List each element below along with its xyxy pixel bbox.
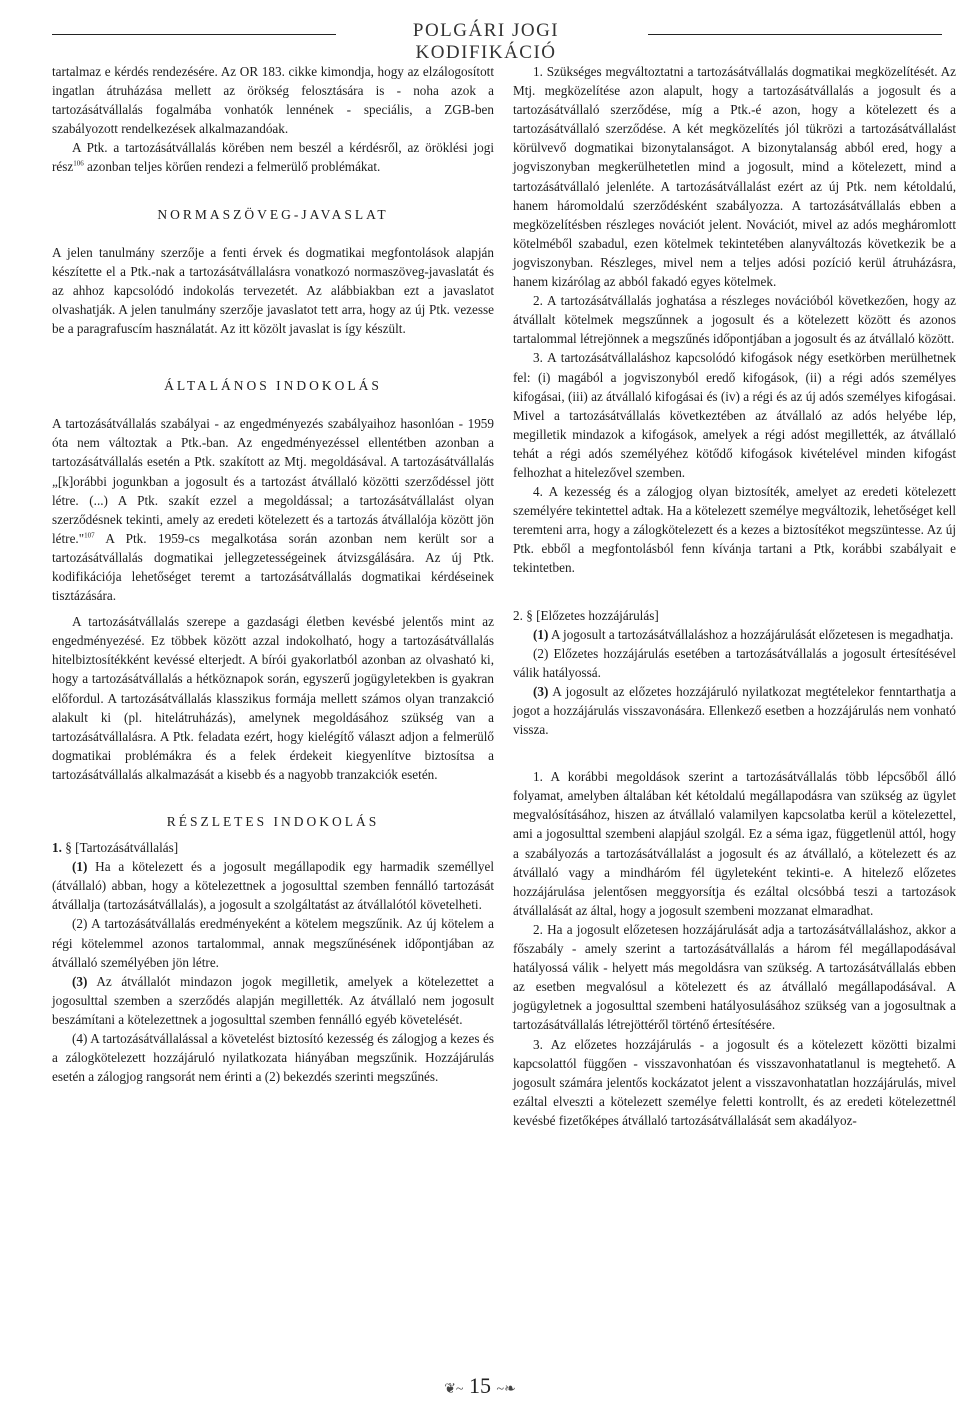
header-title: POLGÁRI JOGI KODIFIKÁCIÓ xyxy=(412,20,560,63)
provision: (3) Az átvállalót mindazon jogok megilletik, amelyek a kötelezettet a jogosulttal szemben a szerződés alapján megillették. Az átvállaló nem jogosult beszámítani a kötelezettnek a jogosulttal szemben fennálló egyéb követelését. xyxy=(52,973,494,1027)
paragraph: 4. A kezesség és a zálogjog olyan biztosíték, amelyet az eredeti kötelezett személyére tekintettel adtak. Ha a kötelezett személye megváltozik, lehetőséget kell teremteni arra, hogy a zálogkötelezett és a kezes a biztosítékot megszüntesse. Az új Ptk. ebből a megfontolásból fenn kívánja tartani a Ptk, korábbi szabályait e tekintetben. xyxy=(513,484,956,576)
header-rule-right xyxy=(648,34,942,35)
section-title: 1. § [Tartozásátvállalás] xyxy=(52,840,179,856)
paragraph: A tartozásátvállalás szabályai - az engedményezés szabályaihoz hasonlóan - 1959 óta nem változtak a Ptk.-ban. Az engedményezéssel ellentétben azonban a tartozásátvállalás esetén a Ptk. szakított az Mtj. megoldásával. A tartozásátvállalás „[k]orábbi jogunkban a jogosult és a tartozást átvállaló közötti szerződéssel jött létre. (...) A Ptk. szakít ezzel a megoldással; a tartozásátvállalást olyan szerződésnek tekinti, amely az eredeti kötelezett és a tartozás átvállalója között jön létre."$^{107}$ A Ptk. 1959-cs megalkotása során azonban nem került sor a tartozásátvállalás dogmatikai jellegzetességeinek átvizsgálására. Az új Ptk. kodifikációja lehetőséget teremt a tartozásátvállalás dogmatikai kérdéseinek tisztázására. xyxy=(52,416,494,604)
footnote-ref: 106 xyxy=(73,160,84,169)
page-footer xyxy=(0,1373,960,1399)
paragraph: 2. A tartozásátvállalás joghatása a részleges novációból következően, hogy az átvállalt kötelmek megszűnnek a jogosult és a kötelezett között és azonos tartalommal létrejönnek a megszűnés időpontjában a jogosult és az átvállaló között. xyxy=(513,293,956,347)
paragraph: A jelen tanulmány szerzője a fenti érvek és dogmatikai megfontolások alapján készítette el a Ptk.-nak a tartozásátvállalásra vonatkozó normaszöveg-javaslatát és az ahhoz kapcsolódó indokolás tervezetét. Az alábbiakban ezt a javaslatot olvashatják. A jelen tanulmány szerzője javaslatot tett arra, hogy az új Ptk. vezesse be a paragrafuscím használatát. Az itt közölt javaslat is így készült. xyxy=(52,244,494,337)
paragraph: 3. A tartozásátvállaláshoz kapcsolódó kifogások négy esetkörben merülhetnek fel: (i) magából a jogviszonyból eredő kifogások, (ii) a régi adós személyes kifogásai, (iii) az átvállaló kifogásai és (iv) a régi és az új adós személyes kifogásai. Mivel a tartozásátvállalás következtében az átvállaló az adós helyébe lép, megilletik mindazok a kifogások, amelyek a régi adóst megillették, az átvállaló tehát a régi adós személyéhez kötődő kifogások kivételével minden kifogást felhozhat a hitelezővel szemben. xyxy=(513,350,956,480)
paragraph: 3. Az előzetes hozzájárulás - a jogosult és a kötelezett közötti bizalmi kapcsolattól függően - visszavonhatóan és visszavonhatatlanul is megtehető. A jogosult számára jelentős kockázatot jelent a visszavonhatatlan hozzájárulás, mivel ezáltal elveszti a kötelezett személye feletti kontrollt, és az eredeti kötelezettnél kevésbé fizetőképes átvállaló tartozásátvállalását sem akadályoz- xyxy=(513,1036,956,1128)
provision: (2) A tartozásátvállalás eredményeként a kötelem megszűnik. Az új kötelem a régi kötelemmel azonos tartalommal, annak megszűnésének időpontjában az átvállaló személyében jön létre. xyxy=(52,916,494,970)
footnote-ref: 107 xyxy=(84,531,95,540)
paragraph: A Ptk. a tartozásátvállalás körében nem beszél a kérdésről, az öröklési jogi rész$^{106}$ azonban teljes körűen rendezi a felmerülő problémákat. xyxy=(52,140,494,175)
provision: (1) Ha a kötelezett és a jogosult megállapodik egy harmadik személlyel (átvállaló) abban, hogy a kötelezettnek a jogosulttal szemben fennálló tartozását átvállalja (tartozásátvállalás), a jogosult a szolgáltatást az átvállalótól követelheti. xyxy=(52,859,494,913)
paragraph: A tartozásátvállalás szerepe a gazdasági életben kevésbé jelentős mint az engedményezésé. Ez többek között azzal indokolható, hogy a tartozásátvállalás hitelbiztosítékként kevéssé elterjedt. A bírói gyakorlatból azonban az olvasható ki, hogy a tartozásátvállalás a hétköznapok során, egyszerű jogügyletekben is gyakran előfordul. A tartozásátvállalás klasszikus formája mellett számos olyan tranzakció alakult ki (pl. hitelátruházás), amelynek megoldásához szükség van a tartozásátvállalásra. A Ptk. feladata ezért, hogy kielégítő választ adjon a felmerülő dogmatikai problémákra és a felek érdekeit kiegyenlítve biztosítsa a tartozásátvállalás alkalmazását a kisebb és a nagyobb tranzakciók esetén. xyxy=(52,614,494,782)
section-heading: RÉSZLETES INDOKOLÁS xyxy=(166,814,380,829)
paragraph: 1. Szükséges megváltoztatni a tartozásátvállalás dogmatikai megközelítését. Az Mtj. megközelítése azon alapult, hogy a tartozásátvállalás a jogosult és a tartozásátvállaló szerződése, míg a Ptk.-é azon, hogy a kötelezett és a tartozásátvállaló szerződése. A két megközelítés jól tükrözi a tartozásátvállalást körülvevő dogmatikai bizonytalanságot. A bizonytalanság abból ered, hogy a jogviszonyban megkerülhetetlen mind a jogosult, mind a kötelezett, mind a tartozásátvállaló jelenléte. A tartozásátvállalást ezért az új Ptk. nem kétoldalú, hanem háromoldalú szerződésként szabályozza. A tartozásátvállalás ebben a megközelítésben részleges novációt jelent. Novációt, mivel az adós megháromlott kötelméből szabadul, ezen kötelmek tekintetében alanyváltozás következik be a jogviszonyban. Részleges, mivel nem a teljes adósi pozíció kerül átruházásra, hanem kizárólag az abból fakadó egyes kötelmek. xyxy=(513,64,956,290)
provision: (1) A jogosult a tartozásátvállaláshoz a hozzájárulását előzetesen is megadhatja. xyxy=(533,626,954,642)
section-heading: ÁLTALÁNOS INDOKOLÁS xyxy=(164,378,382,394)
paragraph: tartalmaz e kérdés rendezésére. Az OR 183. cikke kimondja, hogy az elzálogosított ingatlan átruházása mellett az örökség felosztására is - noha azok a tartozásátvállalás fogalmába vonhatók lennének - speciális, a ZGB-ben szabályozott rendelkezések alkalmazandóak. xyxy=(52,64,494,137)
section-heading: NORMASZÖVEG-JAVASLAT xyxy=(157,206,389,222)
page-number: 15 xyxy=(469,1373,491,1398)
header-rule-left xyxy=(52,34,336,35)
section-title: 2. § [Előzetes hozzájárulás] xyxy=(513,607,659,623)
paragraph: 2. Ha a jogosult előzetesen hozzájárulását adja a tartozásátvállaláshoz, akkor a főszabály - amely szerint a tartozásátvállalás a három fél megállapodásával hatályossá válik - helyett más megoldásra van szükség. A tartozásátvállalás ebben az esetben megvalósul a kötelezett és az átvállaló megállapodásával. A jogügyletnek a jogosulttal szembeni hatályosulásához szükség van a jogosultnak a tartozásátvállalás létrejöttéről történő értesítésére. xyxy=(513,921,956,1033)
running-header xyxy=(52,18,942,63)
provision: (3) A jogosult az előzetes hozzájáruló nyilatkozat megtételekor fenntarthatja a jogot a hozzájárulás visszavonására. Ellenkező esetben a hozzájárulás nem vonható vissza. xyxy=(513,683,956,738)
provision: (2) Előzetes hozzájárulás esetében a tartozásátvállalás a jogosult értesítésével válik hatályossá. xyxy=(513,645,956,680)
ornament-left-icon: ❦~ xyxy=(444,1382,464,1397)
paragraph: 1. A korábbi megoldások szerint a tartozásátvállalás több lépcsőből álló folyamat, amelyben általában két kétoldalú megállapodásra van szükség az ügylet megvalósításához, hiszen az átvállaló valamilyen kapcsolatba kerül a kötelezettel, ami a jogosulttal szembeni alapjául szolgál. Ez a séma igaz, függetlenül attól, hogy a szabályozás a tartozásátvállalást a jogosult és az átvállaló, a kötelezett és az átvállaló vagy a mindháróm fél ügyleteként tekinti-e. A hitelező előzetes hozzájárulása jelentősen meggyorsítja és ezáltal olcsóbbá teszi a tartozások átvállalását az által, hogy a jogosult szembeni mozzanat elmaradhat. xyxy=(513,769,956,918)
left-column xyxy=(52,62,494,1086)
right-column xyxy=(513,62,956,1130)
provision: (4) A tartozásátvállalással a követelést biztosító kezesség és zálogjog a kezes és a zálogkötelezett hozzájáruló nyilatkozata hiányában megszűnik. Hozzájárulás esetén a zálogjog rangsorát nem érinti a (2) bekezdés szerinti megszűnés. xyxy=(52,1031,494,1085)
ornament-right-icon: ~❧ xyxy=(496,1382,516,1397)
